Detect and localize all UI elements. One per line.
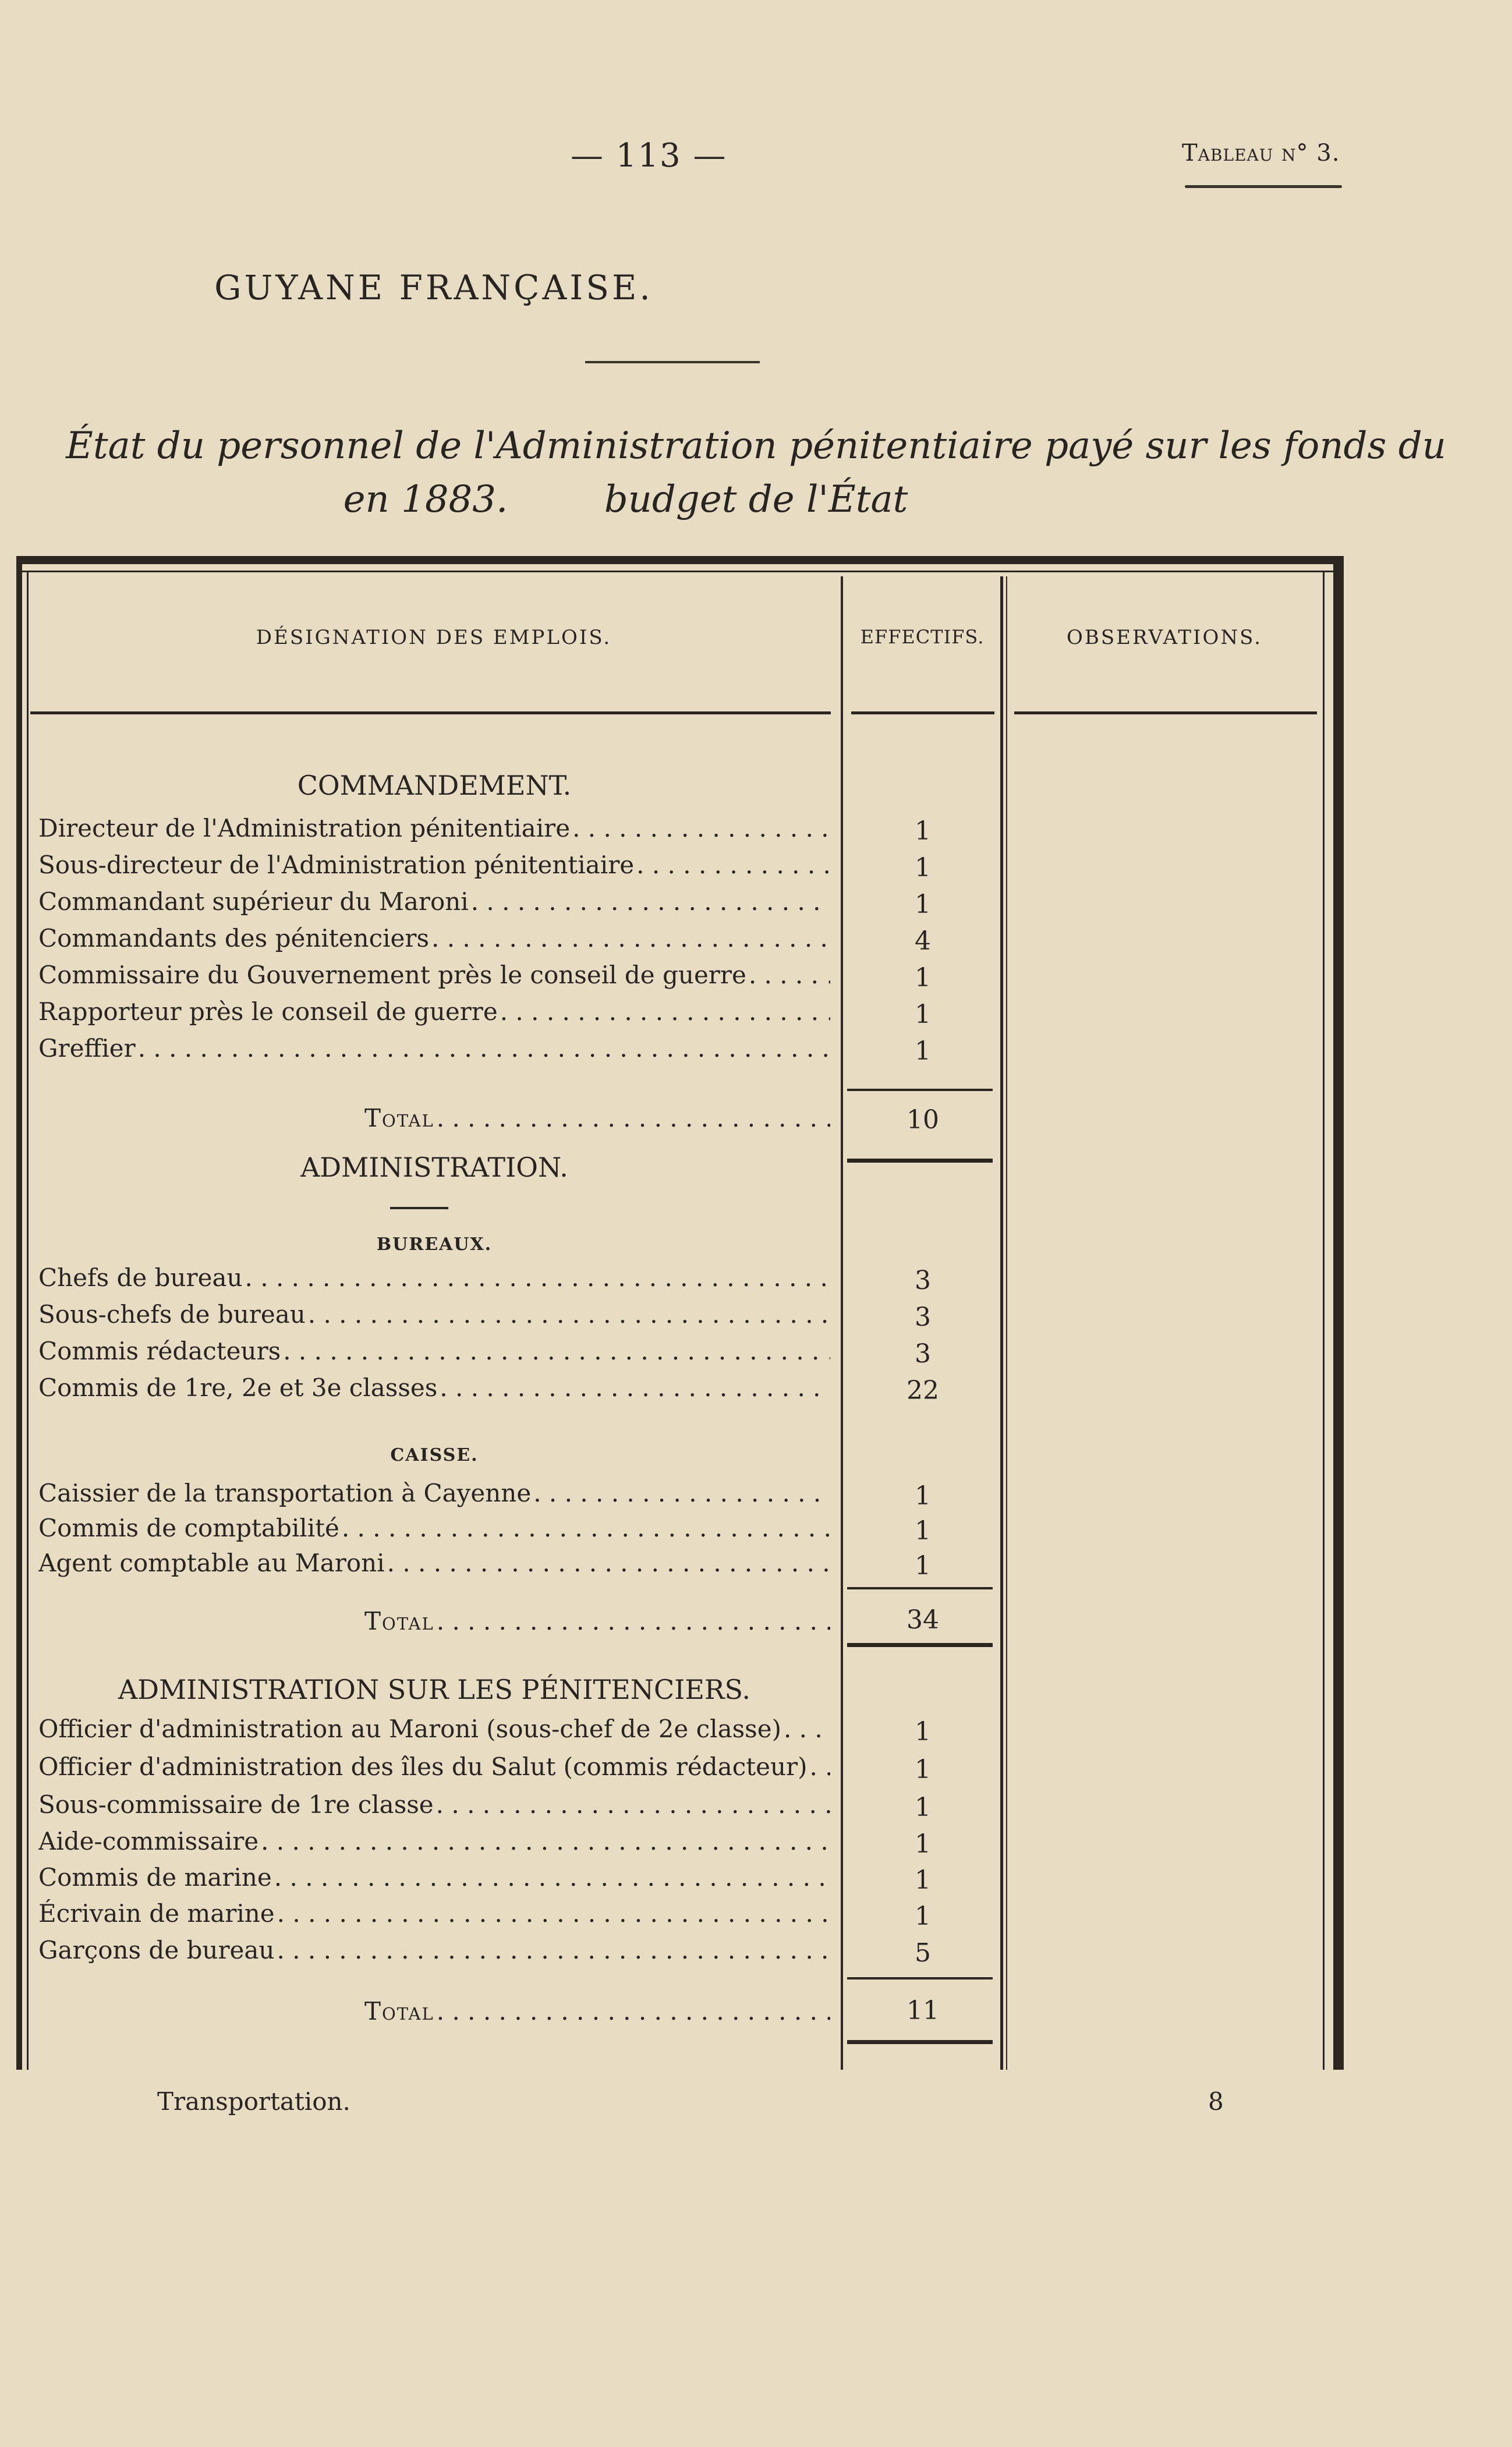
row-value: 1 [915,1036,931,1066]
header-rule-effectifs [851,711,994,714]
row-label: Écrivain de marine [38,1899,275,1928]
row-label: Agent comptable au Maroni [38,1549,385,1577]
row-label: Commandant supérieur du Maroni [38,887,469,916]
row-value: 3 [915,1339,931,1369]
total-value-administration: 34 [907,1605,939,1635]
total-row-penitenciers [38,1997,830,2033]
table-frame-right-inner [1323,571,1325,2070]
table-row [38,887,830,923]
total-rule [847,2040,993,2044]
row-label: Commis de comptabilité [38,1514,339,1542]
total-rule [847,1643,993,1647]
table-row [38,1300,830,1336]
table-row [38,1863,830,1899]
row-value: 3 [915,1266,931,1295]
leader-dots [809,1752,830,1781]
row-label: Sous-chefs de bureau [38,1300,306,1329]
total-rule [847,1159,993,1163]
table-frame-top [16,556,1344,564]
total-label: Total [364,1104,434,1132]
row-value: 1 [915,890,931,919]
footer-signature: Transportation. [157,2087,350,2116]
table-row [38,1263,830,1299]
title-rule [585,361,760,363]
row-value: 1 [915,963,931,993]
row-value: 1 [915,1551,931,1581]
table-row [38,924,830,960]
leader-dots [533,1479,830,1507]
leader-dots [572,814,830,842]
row-label: Chefs de bureau [38,1263,243,1292]
table-row [38,1034,830,1070]
row-value: 1 [915,816,931,846]
table-row [38,1899,830,1935]
subtotal-rule [847,1089,993,1091]
row-value: 1 [915,1793,931,1822]
page-number: — 113 — [571,137,727,175]
row-value: 1 [915,1829,931,1859]
table-row [38,997,830,1033]
column-header-observations: OBSERVATIONS. [1067,626,1262,649]
leader-dots [436,1790,830,1819]
row-label: Greffier [38,1034,136,1063]
leader-dots [387,1549,830,1577]
subtitle-line-2: en 1883. [343,478,508,521]
section-minirule [390,1207,448,1209]
subtitle-line-1: État du personnel de l'Administration pénitentiaire payé sur les fonds du budget de l'État [66,424,1446,521]
table-row [38,1373,830,1410]
column-header-effectifs: EFFECTIFS. [860,626,985,648]
row-label: Caissier de la transportation à Cayenne [38,1479,532,1507]
row-value: 1 [915,853,931,883]
row-label: Commis rédacteurs [38,1337,281,1365]
row-value: 1 [915,1865,931,1895]
row-value: 1 [915,1901,931,1931]
table-reference-underline [1185,185,1342,188]
table-reference: Tableau n° 3. [1182,140,1340,167]
table-row [38,1479,830,1515]
row-value: 1 [915,1481,931,1511]
row-value: 1 [915,1000,931,1029]
row-label: Sous-commissaire de 1re classe [38,1790,434,1819]
leader-dots [138,1034,830,1063]
table-frame-top-inner [16,571,1344,572]
row-value: 1 [915,1516,931,1546]
leader-dots [274,1863,830,1892]
row-label: Directeur de l'Administration pénitentiaire [38,814,571,842]
table-row [38,1936,830,1972]
total-row-commandement [38,1104,830,1140]
table-row [38,1752,830,1789]
row-label: Officier d'administration des îles du Salut (commis rédacteur) [38,1752,808,1781]
footer-sheet-number: 8 [1208,2087,1224,2116]
row-label: Commissaire du Gouvernement près le conseil de guerre [38,961,746,989]
table-row [38,1827,830,1863]
row-label: Commis de 1re, 2e et 3e classes [38,1373,438,1402]
leader-dots [440,1373,830,1402]
table-frame-left-inner [27,571,29,2070]
total-value-penitenciers: 11 [907,1996,939,2025]
table-row [38,1790,830,1826]
page-title: GUYANE FRANÇAISE. [214,268,653,307]
header-rule-designation [30,711,831,714]
section-title-administration: ADMINISTRATION. [300,1152,568,1183]
leader-dots [277,1936,830,1964]
row-value: 3 [915,1302,931,1332]
row-label: Commis de marine [38,1863,272,1892]
leader-dots [636,851,830,879]
row-value: 1 [915,1755,931,1784]
table-row [38,1549,830,1585]
leader-dots [437,1607,830,1635]
leader-dots [283,1337,830,1365]
total-label: Total [364,1607,434,1635]
leader-dots [342,1514,830,1542]
table-row [38,1337,830,1373]
table-frame-right [1333,556,1344,2070]
table-row [38,961,830,997]
leader-dots [437,1104,830,1132]
column-header-designation: DÉSIGNATION DES EMPLOIS. [256,626,612,649]
subsection-title-bureaux: BUREAUX. [376,1234,493,1255]
table-row [38,814,830,850]
row-label: Garçons de bureau [38,1936,275,1964]
table-row [38,1514,830,1550]
row-label: Sous-directeur de l'Administration pénitentiaire [38,851,635,879]
row-value: 22 [907,1376,939,1405]
header-rule-observations [1014,711,1317,714]
row-label: Officier d'administration au Maroni (sous-chef de 2e classe) [38,1715,781,1743]
section-title-penitenciers: ADMINISTRATION SUR LES PÉNITENCIERS. [118,1674,751,1705]
leader-dots [431,924,830,952]
total-label: Total [364,1997,434,2025]
leader-dots [437,1997,830,2025]
leader-dots [261,1827,830,1855]
table-row [38,851,830,887]
section-title-commandement: COMMANDEMENT. [297,770,572,801]
row-label: Commandants des pénitenciers [38,924,430,952]
leader-dots [277,1899,830,1928]
leader-dots [245,1263,830,1292]
leader-dots [471,887,830,916]
leader-dots [784,1715,830,1743]
subtotal-rule [847,1587,993,1589]
subsection-title-caisse: CAISSE. [390,1445,479,1465]
leader-dots [308,1300,830,1329]
total-value-commandement: 10 [907,1105,939,1135]
total-row-administration [38,1607,830,1643]
row-value: 5 [915,1938,931,1968]
subtotal-rule [847,1977,993,1979]
column-separator-designation [841,576,843,2070]
row-value: 1 [915,1717,931,1747]
row-label: Rapporteur près le conseil de guerre [38,997,498,1026]
row-label: Aide-commissaire [38,1827,259,1855]
column-separator-effectifs-inner [1006,576,1007,2070]
leader-dots [749,961,830,989]
table-frame-left [16,556,22,2070]
leader-dots [500,997,830,1026]
table-row [38,1715,830,1751]
row-value: 4 [915,926,931,956]
